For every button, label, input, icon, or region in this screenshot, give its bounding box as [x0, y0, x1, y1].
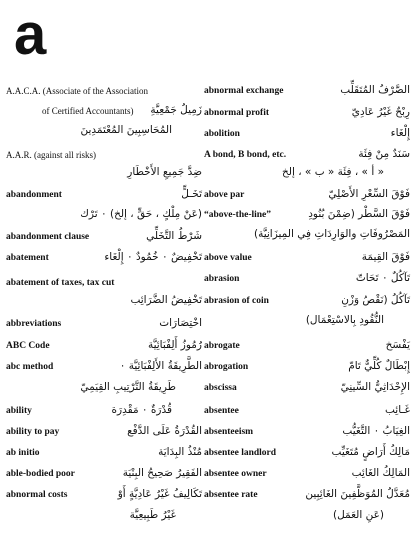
entry-term: absentee owner	[204, 469, 267, 479]
entry-absentee-rate-ar	[204, 509, 410, 527]
entry-abnormal-costs-ar	[6, 509, 202, 527]
entry-arabic: يَفْسَخ	[385, 339, 410, 351]
entry-term: absenteeism	[204, 427, 254, 437]
entry-absenteeism	[204, 425, 410, 443]
entry-aar-ar	[6, 166, 202, 184]
entry-term: ability to pay	[6, 427, 60, 437]
entry-term: abatement of taxes, tax cut	[6, 278, 115, 288]
entry-absentee-landlord	[204, 446, 410, 464]
entry-arabic: المَالِكُ الغَائِب	[351, 467, 410, 479]
entry-arabic: النُّقُودِ بِالاسْتِعْمَال)	[305, 314, 384, 326]
entry-above-value	[204, 251, 410, 269]
entry-term: abnormal costs	[6, 490, 68, 500]
entry-arabic: فَوْقَ القِيمَة	[361, 251, 410, 263]
entry-arabic: غَـائِب	[385, 404, 410, 416]
entry-arabic: طَرِيقَةُ التَّرْتِيبِ القِيَمِيّ	[80, 381, 176, 393]
entry-arabic: قُدْرَةٌ ٠ مَقْدِرَة	[111, 404, 172, 416]
entry-term: abolition	[204, 129, 240, 139]
entry-absentee-rate	[204, 488, 410, 506]
entry-arabic: مُعَدَّلُ المُوَظَّفِينَ الغَائِبِين	[305, 488, 410, 500]
entry-aar	[6, 148, 202, 166]
entry-arabic: تَخْفِيضُ الضَّرَائِب	[130, 294, 202, 306]
entry-arabic: رُمُوزُ أَلِفْبَائِيَّة	[147, 339, 202, 351]
entry-abnormal-exchange	[204, 84, 410, 102]
entry-term: abrasion	[204, 274, 240, 284]
entry-term: A.A.C.A. (Associate of the Association	[6, 86, 148, 96]
entry-abolition	[204, 127, 410, 145]
entry-aaca	[6, 84, 202, 102]
entry-abatement-taxes	[6, 276, 202, 294]
entry-term: absentee rate	[204, 490, 258, 500]
section-letter: a	[14, 2, 47, 67]
entry-arabic: الفَقِيرُ صَحِيحُ البِنْيَة	[122, 467, 202, 479]
entry-above-par	[204, 188, 410, 206]
entry-abscissa	[204, 381, 410, 399]
entry-a-bond	[204, 148, 410, 166]
entry-aaca-cont	[6, 104, 202, 122]
entry-arabic: شَرْطُ التَّخَلِّي	[146, 230, 202, 242]
entry-term: of Certified Accountants)	[42, 106, 134, 116]
entry-term: above par	[204, 190, 245, 200]
entry-term: A bond, B bond, etc.	[204, 150, 287, 160]
entry-abc-method-ar	[6, 381, 202, 399]
entry-arabic: سَنَدٌ مِنْ فِئَة	[358, 148, 410, 160]
entry-term: ABC Code	[6, 341, 50, 351]
entry-arabic: رِبْحٌ غَيْرُ عَادِيّ	[351, 106, 410, 118]
entry-ab-initio	[6, 446, 202, 464]
entry-abrasion	[204, 272, 410, 290]
entry-abrogate	[204, 339, 410, 357]
entry-term: abandonment clause	[6, 232, 90, 242]
entry-arabic: (عَنِ العَمَل)	[333, 509, 384, 521]
entry-absentee	[204, 404, 410, 422]
entry-arabic: الطَّرِيقَةُ الأَلِفْبَائِيَّة ٠	[119, 360, 202, 372]
entry-arabic: تَآكُلٌ ٠ تَحَاتّ	[355, 272, 410, 284]
entry-arabic: المَصْرُوفَاتِ والوَارِدَاتِ فِي المِيزَانِيَّة)	[253, 228, 410, 240]
entry-abbreviations	[6, 317, 202, 335]
entry-arabic: تَخْفِيضٌ ٠ خُمُودٌ ٠ إِلْغَاء	[104, 251, 202, 263]
entry-term: A.A.R. (against all risks)	[6, 150, 96, 160]
entry-arabic: غَيْرُ طَبِيعِيَّة	[129, 509, 176, 521]
entry-abandonment	[6, 188, 202, 206]
entry-arabic: اخْتِصَارَات	[159, 317, 202, 329]
entry-abatement-taxes-ar	[6, 294, 202, 312]
entry-arabic: القُدْرَةُ عَلَى الدَّفْع	[127, 425, 202, 437]
entry-abandonment-clause	[6, 230, 202, 248]
entry-a-bond-ar	[204, 166, 410, 184]
entry-abc-method	[6, 360, 202, 378]
entry-term: abrasion of coin	[204, 296, 269, 306]
entry-arabic: مَالِكُ أَرَاضٍ مُتَغَيِّب	[331, 446, 410, 458]
entry-ability	[6, 404, 202, 422]
entry-abandonment-ar	[6, 208, 202, 226]
entry-abatement	[6, 251, 202, 269]
entry-term: absentee landlord	[204, 448, 277, 458]
entry-arabic: تَآكُلُ (نَقْصُ وَزْنِ	[341, 294, 410, 306]
entry-able-bodied-poor	[6, 467, 202, 485]
entry-arabic: إِلْغَاء	[390, 127, 410, 139]
entry-arabic: ضِدَّ جَمِيعِ الأَخْطَارِ	[127, 166, 202, 178]
entry-arabic: تَكَالِيفُ غَيْرُ عَادِيَّةٍ أَوْ	[117, 488, 202, 500]
entry-abnormal-profit	[204, 106, 410, 124]
entry-arabic: « أ » ، فِئَة « ب » ، إلخ	[281, 166, 384, 178]
entry-term: abscissa	[204, 383, 237, 393]
entry-abc-code	[6, 339, 202, 357]
entry-term: absentee	[204, 406, 239, 416]
entry-above-the-line-ar	[204, 228, 410, 246]
entry-above-the-line	[204, 208, 410, 226]
entry-arabic: المُحَاسِبِينَ المُعْتَمَدِينَ	[80, 124, 172, 136]
entry-term: abrogate	[204, 341, 240, 351]
entry-term: abatement	[6, 253, 49, 263]
entry-arabic: مُنْذُ البِدَايَة	[158, 446, 202, 458]
entry-term: ab initio	[6, 448, 40, 458]
entry-arabic: فَوْقَ السِّعْرِ الأَصْلِيّ	[328, 188, 410, 200]
entry-ability-to-pay	[6, 425, 202, 443]
entry-arabic: الغِيَابُ ٠ التَّغَيُّب	[342, 425, 410, 437]
entry-term: abnormal profit	[204, 108, 270, 118]
entry-arabic: الصَّرْفُ المُتَقَلِّب	[340, 84, 410, 96]
entry-term: abnormal exchange	[204, 86, 284, 96]
entry-absentee-owner	[204, 467, 410, 485]
entry-abnormal-costs	[6, 488, 202, 506]
entry-arabic: تَخَـلٍّ	[181, 188, 202, 200]
entry-arabic: زَمِيلُ جَمْعِيَّةِ	[150, 104, 202, 116]
entry-abrogation	[204, 360, 410, 378]
entry-term: ability	[6, 406, 32, 416]
entry-arabic: إِبْطَالٌ كُلِّيٌّ تَامّ	[348, 360, 410, 372]
entry-term: “above-the-line”	[204, 210, 272, 220]
entry-term: abc method	[6, 362, 54, 372]
entry-term: abbreviations	[6, 319, 62, 329]
entry-term: abrogation	[204, 362, 249, 372]
entry-abrasion-of-coin-ar	[204, 314, 410, 332]
entry-arabic: فَوْقَ السَّطْر (ضِمْنَ بُنُودِ	[308, 208, 410, 220]
entry-abrasion-of-coin	[204, 294, 410, 312]
entry-arabic: الإِحْدَاثِيُّ السِّينِيّ	[340, 381, 410, 393]
entry-arabic: (عَنْ مِلْكٍ ، حَقٍّ ، إلخ) ٠ تَرْك	[80, 208, 202, 220]
entry-term: able-bodied poor	[6, 469, 75, 479]
entry-aaca-ar	[6, 124, 202, 142]
entry-term: above value	[204, 253, 252, 263]
entry-term: abandonment	[6, 190, 62, 200]
